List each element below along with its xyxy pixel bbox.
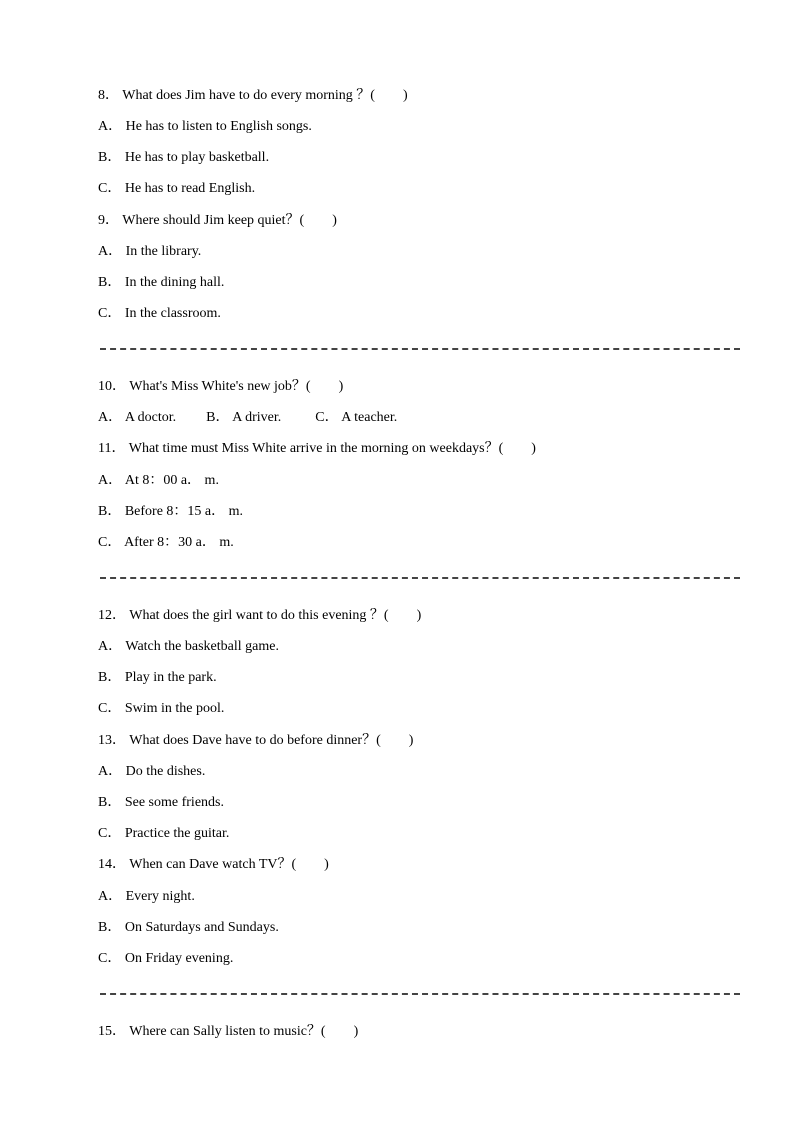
question-13-option-c: C． Practice the guitar.: [98, 826, 230, 841]
question-8-option-a: A． He has to listen to English songs.: [98, 119, 312, 134]
question-8-stem: 8． What does Jim have to do every morning ？( ): [98, 88, 408, 103]
question-11-option-a: A． At 8：00 a． m.: [98, 473, 219, 488]
question-11-option-c: C． After 8：30 a． m.: [98, 535, 234, 550]
question-8-option-c: C． He has to read English.: [98, 181, 256, 196]
question-8-option-b: B． He has to play basketball.: [98, 150, 270, 165]
question-10-options: [98, 409, 397, 427]
question-14-option-c: C． On Friday evening.: [98, 951, 234, 966]
question-12-option-b: B． Play in the park.: [98, 670, 217, 685]
section-divider: [100, 993, 740, 995]
question-12-option-a: A． Watch the basketball game.: [98, 639, 279, 654]
question-14-stem: 14． When can Dave watch TV？( ): [98, 857, 329, 872]
section-divider: [100, 348, 740, 350]
question-10-stem: 10． What's Miss White's new job？( ): [98, 379, 344, 394]
question-14-option-b: B． On Saturdays and Sundays.: [98, 920, 279, 935]
section-divider: [100, 577, 740, 579]
question-10-option-b: B． A driver.: [206, 410, 282, 425]
question-10-option-c: C． A teacher.: [315, 410, 398, 425]
question-12-option-c: C． Swim in the pool.: [98, 701, 225, 716]
question-12-stem: 12． What does the girl want to do this evening ？( ): [98, 608, 422, 623]
question-9-stem: 9． Where should Jim keep quiet？( ): [98, 213, 337, 228]
question-13-option-a: A． Do the dishes.: [98, 764, 206, 779]
question-9-option-a: A． In the library.: [98, 244, 202, 259]
question-13-option-b: B． See some friends.: [98, 795, 224, 810]
question-9-option-b: B． In the dining hall.: [98, 275, 225, 290]
question-15-stem: 15． Where can Sally listen to music？( ): [98, 1024, 359, 1039]
question-14-option-a: A． Every night.: [98, 889, 195, 904]
question-11-stem: 11． What time must Miss White arrive in the morning on weekdays？( ): [98, 441, 536, 456]
question-13-stem: 13． What does Dave have to do before dinner？( ): [98, 733, 414, 748]
question-9-option-c: C． In the classroom.: [98, 306, 221, 321]
question-11-option-b: B． Before 8：15 a． m.: [98, 504, 244, 519]
question-10-option-a: A． A doctor.: [98, 410, 177, 425]
